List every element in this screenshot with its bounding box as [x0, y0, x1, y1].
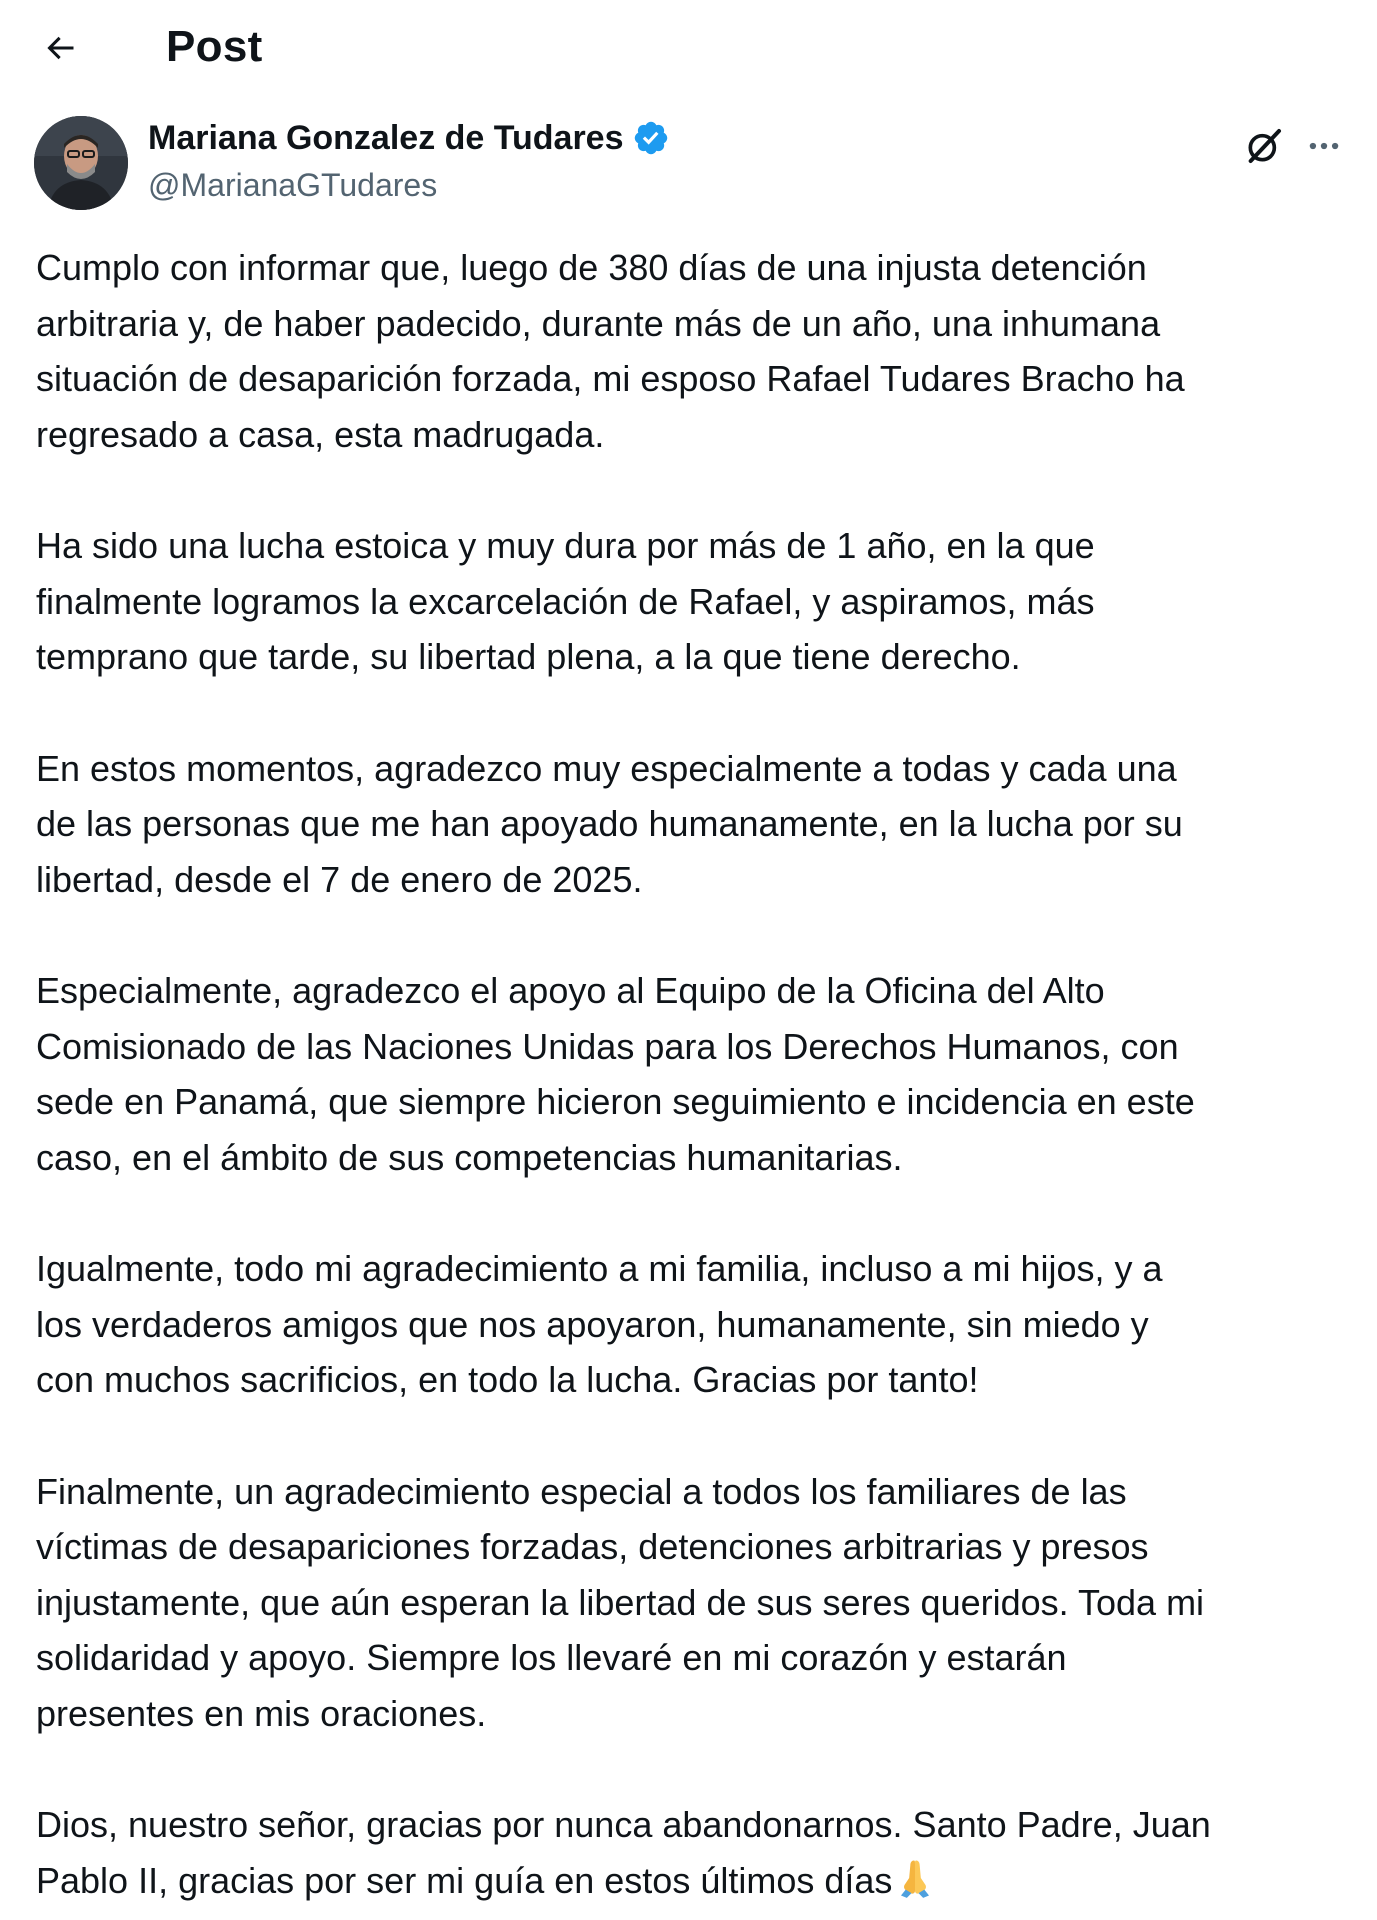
folded-hands-icon — [894, 1857, 936, 1899]
grok-button[interactable] — [1238, 120, 1290, 172]
post-paragraph: En estos momentos, agradezco muy especialmente a todas y cada una de las personas que me han apoyado humanamente, en la lucha por su libertad, desde el 7 de enero de 2025. — [36, 747, 1183, 900]
post-paragraph: Especialmente, agradezco el apoyo al Equipo de la Oficina del Alto Comisionado de las Naciones Unidas para los Derechos Humanos, con sede en Panamá, que siempre hicieron seguimiento e incidencia en este caso, en el ámbito de sus competencias humanitarias. — [36, 970, 1195, 1178]
avatar-photo-icon — [34, 116, 128, 210]
post-text — [36, 240, 1356, 1908]
post-paragraph: Finalmente, un agradecimiento especial a todos los familiares de las víctimas de desapariciones forzadas, detenciones arbitrarias y presos injustamente, que aún esperan la libertad de sus seres queridos. Toda mi solidaridad y apoyo. Siempre los llevaré en mi corazón y estarán presentes en mis oraciones. — [36, 1470, 1205, 1734]
arrow-left-icon — [42, 30, 78, 66]
top-bar — [0, 0, 1377, 92]
post-paragraph: Igualmente, todo mi agradecimiento a mi familia, incluso a mi hijos, y a los verdaderos amigos que nos apoyaron, humanamente, sin miedo y con muchos sacrificios, en todo la lucha. Gracias por tanto! — [36, 1248, 1163, 1400]
page-title: Post — [166, 22, 263, 71]
verified-badge-icon — [632, 119, 670, 157]
author-name-text: Mariana Gonzalez de Tudares — [148, 119, 624, 157]
avatar[interactable] — [34, 116, 128, 210]
post-author — [0, 108, 1377, 218]
more-options-button[interactable] — [1298, 120, 1350, 172]
post-paragraph-text: Dios, nuestro señor, gracias por nunca abandonarnos. Santo Padre, Juan Pablo II, gracias por ser mi guía en estos últimos días — [36, 1804, 1211, 1901]
back-button[interactable] — [34, 22, 86, 74]
grok-icon — [1244, 126, 1284, 166]
more-horizontal-icon — [1305, 127, 1343, 165]
author-name[interactable] — [148, 116, 670, 160]
post-paragraph: Cumplo con informar que, luego de 380 días de una injusta detención arbitraria y, de haber padecido, durante más de un año, una inhumana situación de desaparición forzada, mi esposo Rafael Tudares Bracho ha regresado a casa, esta madrugada. — [36, 247, 1185, 455]
post-paragraph-last — [36, 1797, 1356, 1908]
post-paragraph: Ha sido una lucha estoica y muy dura por más de 1 año, en la que finalmente logramos la excarcelación de Rafael, y aspiramos, más temprano que tarde, su libertad plena, a la que tiene derecho. — [36, 525, 1095, 677]
author-handle[interactable]: @MarianaGTudares — [148, 167, 438, 203]
